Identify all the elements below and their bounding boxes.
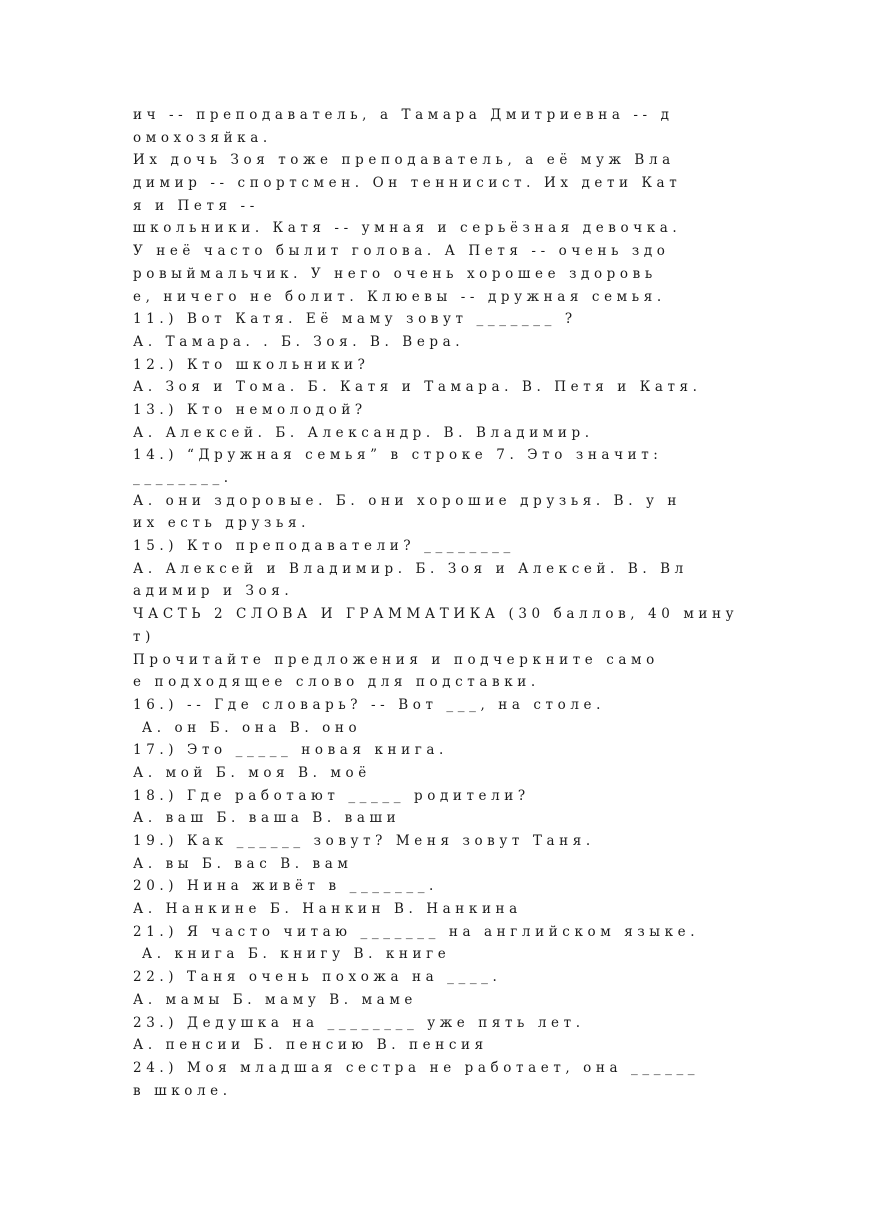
answer-options-11: А. Тамара. . Б. Зоя. В. Вера. [133,333,465,350]
question-23: 23.) Дедушка на ________ уже пять лет. [133,1014,585,1031]
question-14: 14.) “Дружная семья” в строке 7. Это значит: [133,447,663,464]
answer-options-13: А. Алексей. Б. Александр. В. Владимир. [133,424,594,441]
question-19: 19.) Как ______ зовут? Меня зовут Таня. [133,833,595,849]
answer-options-19: А. вы Б. вас В. вам [133,855,353,872]
question-24: 24.) Моя младшая сестра не работает, она ______ [133,1059,700,1076]
text-line: У неё часто былит голова. А Петя -- очень здо [133,243,670,260]
question-14-blank: ________. [133,470,233,486]
answer-options-17: А. мой Б. моя В. моё [133,764,371,781]
text-line: Их дочь Зоя тоже преподаватель, а её муж Вла [133,152,675,169]
question-16: 16.) -- Где словарь? -- Вот ___, на столе. [133,696,606,713]
section-heading-cont: т) [133,628,155,645]
question-20: 20.) Нина живёт в _______. [133,878,438,895]
answer-options-14-cont: их есть друзья. [133,515,310,532]
answer-options-20: А. Нанкине Б. Нанкин В. Нанкина [133,901,522,918]
answer-options-12: А. Зоя и Тома. Б. Катя и Тамара. В. Петя и Катя. [133,379,702,396]
answer-options-16: А. он Б. она В. оно [133,719,362,736]
question-18: 18.) Где работают _____ родители? [133,787,530,804]
question-15: 15.) Кто преподаватели? ________ [133,538,515,555]
text-line: я и Петя -- [133,197,259,214]
question-24-cont: в школе. [133,1082,232,1099]
answer-options-14: А. они здоровые. Б. они хорошие друзья. В. у н [133,492,682,509]
answer-options-22: А. мамы Б. маму В. маме [133,991,418,1008]
answer-options-18: А. ваш Б. ваша В. ваши [133,810,401,827]
question-22: 22.) Таня очень похожа на ____. [133,969,502,986]
answer-options-23: А. пенсии Б. пенсию В. пенсия [133,1037,488,1054]
text-line: ровыймальчик. У него очень хорошее здоровь [133,265,657,282]
document-text [133,104,763,1102]
text-line: ич -- преподаватель, а Тамара Дмитриевна -- д [133,107,674,123]
text-line: школьники. Катя -- умная и серьёзная девочка. [133,220,682,237]
text-line: е, ничего не болит. Клюевы -- дружная семья. [133,288,666,305]
answer-options-21: А. книга Б. книгу В. книге [133,946,451,963]
answer-options-15: А. Алексей и Владимир. Б. Зоя и Алексей. В. Вл [133,560,688,577]
text-line: омохозяйка. [133,129,272,146]
question-13: 13.) Кто немолодой? [133,401,367,418]
section-heading: ЧАСТЬ 2 СЛОВА И ГРАММАТИКА (30 баллов, 40 мину [133,606,739,623]
answer-options-15-cont: адимир и Зоя. [133,583,294,600]
question-17: 17.) Это _____ новая книга. [133,742,448,759]
question-21: 21.) Я часто читаю _______ на английском языке. [133,923,700,940]
question-11: 11.) Вот Катя. Её маму зовут _______ ? [133,311,577,328]
instructions: Прочитайте предложения и подчеркните само [133,651,659,668]
instructions-cont: е подходящее слово для подставки. [133,674,540,691]
text-line: димир -- спортсмен. Он теннисист. Их дети Кат [133,175,682,192]
question-12: 12.) Кто школьники? [133,356,370,373]
